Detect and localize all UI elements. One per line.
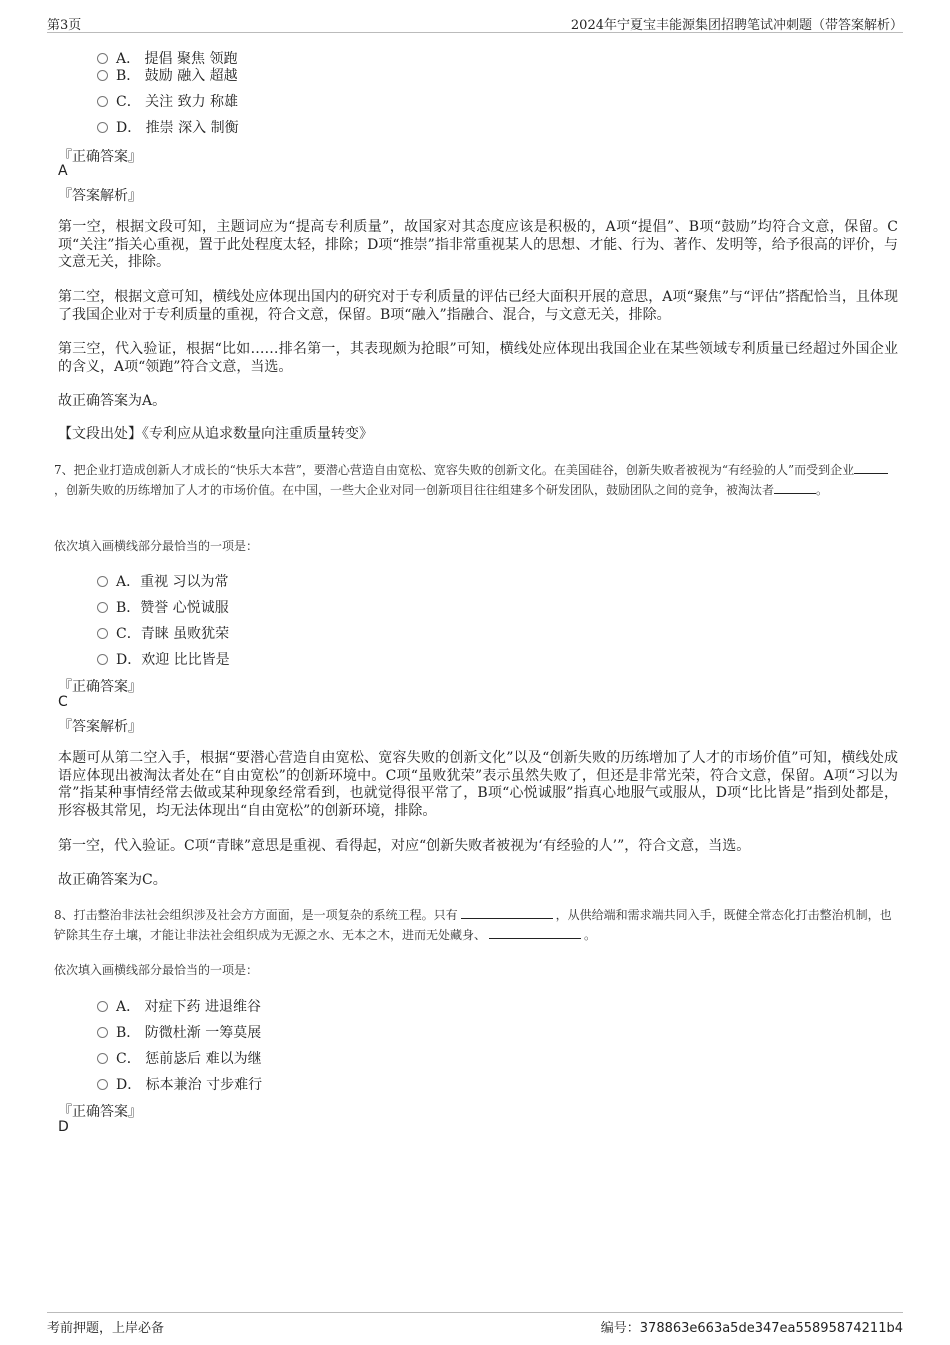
- q8-stem: 8、打击整治非法社会组织涉及社会方方面面，是一项复杂的系统工程。只有 ，从供给端和需求端共同入手，既健全常态化打击整治机制，也铲除其生存土壤，才能让非法社会组织成为无源之水、无本之木，进而无处藏身、 。: [54, 908, 892, 942]
- document-title: 2024年宁夏宝丰能源集团招聘笔试冲刺题（带答案解析）: [570, 18, 903, 33]
- q6-analysis-para-2: 第二空，根据文意可知，横线处应体现出国内的研究对于专利质量的评估已经大面积开展的意思，A项“聚焦”与“评估”搭配恰当，且体现了我国企业对于专利质量的重视，符合文意，保留。B项“融入”指融合、混合，与文意无关，排除。: [58, 289, 898, 323]
- q6-analysis-para-3: 第三空，代入验证，根据“比如……排名第一，其表现颇为抢眼”可知，横线处应体现出我国企业在某些领域专利质量已经超过外国企业的含义，A项“领跑”符合文意，当选。: [58, 341, 898, 375]
- q8-answer: D: [58, 1119, 69, 1135]
- radio-icon[interactable]: [97, 576, 108, 587]
- radio-icon[interactable]: [97, 654, 108, 665]
- q6-source: 【文段出处】《专利应从追求数量向注重质量转变》: [58, 426, 373, 442]
- q6-answer: A: [58, 163, 68, 179]
- q8-option-c[interactable]: C． 惩前毖后 难以为继: [97, 1048, 262, 1068]
- radio-icon[interactable]: [97, 53, 108, 64]
- q6-option-a[interactable]: A． 提倡 聚焦 领跑: [97, 48, 237, 68]
- radio-icon[interactable]: [97, 70, 108, 81]
- q7-analysis-label: 『答案解析』: [58, 719, 142, 735]
- q7-stem: 7、把企业打造成创新人才成长的“快乐大本营”，要潜心营造自由宽松、宽容失败的创新文化。在美国硅谷，创新失败者被视为“有经验的人”而受到企业，创新失败的历练增加了人才的市场价值。在中国，一些大企业对同一创新项目往往组建多个研发团队，鼓励团队之间的竞争，被淘汰者 。: [54, 460, 900, 500]
- blank-line: [854, 462, 888, 474]
- q6-conclusion: 故正确答案为A。: [58, 393, 167, 409]
- q8-prompt: 依次填入画横线部分最恰当的一项是：: [54, 963, 259, 977]
- radio-icon[interactable]: [97, 122, 108, 133]
- blank-line: [461, 907, 553, 919]
- q7-analysis-para-2: 第一空，代入验证。C项“青睐”意思是重视、看得起，对应“创新失败者被视为‘有经验的人’”，符合文意，当选。: [58, 838, 751, 854]
- q7-conclusion: 故正确答案为C。: [58, 872, 167, 888]
- q8-option-a[interactable]: A． 对症下药 进退维谷: [97, 996, 261, 1016]
- q6-answer-label: 『正确答案』: [58, 149, 142, 165]
- q7-answer-label: 『正确答案』: [58, 679, 142, 695]
- q7-option-b[interactable]: B．赞誉 心悦诚服: [97, 597, 229, 617]
- page-footer: [47, 1312, 903, 1337]
- q6-analysis-para-1: 第一空，根据文段可知，主题词应为“提高专利质量”，故国家对其态度应该是积极的，A项“提倡”、B项“鼓励”均符合文意，保留。C项“关注”指关心重视，置于此处程度太轻，排除；D项“推崇”指非常重视某人的思想、才能、行为、著作、发明等，给予很高的评价，与文意无关，排除。: [58, 219, 898, 270]
- q6-option-d[interactable]: D． 推崇 深入 制衡: [97, 117, 239, 137]
- q7-answer: C: [58, 694, 68, 710]
- q7-prompt: 依次填入画横线部分最恰当的一项是：: [54, 539, 259, 553]
- q7-analysis-para-1: 本题可从第二空入手，根据“要潜心营造自由宽松、宽容失败的创新文化”以及“创新失败的历练增加了人才的市场价值”可知，横线处成语应体现出被淘汰者处在“自由宽松”的创新环境中。C项“虽败犹荣”表示虽然失败了，但还是非常光荣，符合文意，保留。A项“习以为常”指某种事情经常去做或某种现象经常看到，也就觉得很平常了，B项“心悦诚服”指真心地服气或服从，D项“比比皆是”指到处都是，形容极其常见，均无法体现出“自由宽松”的创新环境，排除。: [58, 750, 898, 819]
- footer-slogan: 考前押题，上岸必备: [47, 1321, 165, 1336]
- q6-analysis-label: 『答案解析』: [58, 188, 142, 204]
- document-code: 编号：378863e663a5de347ea55895874211b4: [600, 1321, 903, 1336]
- radio-icon[interactable]: [97, 1001, 108, 1012]
- q7-option-d[interactable]: D．欢迎 比比皆是: [97, 649, 230, 669]
- q8-option-b[interactable]: B． 防微杜渐 一筹莫展: [97, 1022, 261, 1042]
- radio-icon[interactable]: [97, 1053, 108, 1064]
- radio-icon[interactable]: [97, 602, 108, 613]
- blank-line: [489, 927, 581, 939]
- page-number: 第3页: [47, 18, 82, 33]
- q7-option-a[interactable]: A．重视 习以为常: [97, 571, 229, 591]
- q8-answer-label: 『正确答案』: [58, 1104, 142, 1120]
- radio-icon[interactable]: [97, 628, 108, 639]
- blank-line: [774, 482, 816, 494]
- q6-option-b[interactable]: B． 鼓励 融入 超越: [97, 65, 238, 85]
- page-header: [47, 10, 903, 33]
- radio-icon[interactable]: [97, 1027, 108, 1038]
- q8-option-d[interactable]: D． 标本兼治 寸步难行: [97, 1074, 262, 1094]
- q7-option-c[interactable]: C．青睐 虽败犹荣: [97, 623, 229, 643]
- q6-option-c[interactable]: C． 关注 致力 称雄: [97, 91, 238, 111]
- radio-icon[interactable]: [97, 1079, 108, 1090]
- radio-icon[interactable]: [97, 96, 108, 107]
